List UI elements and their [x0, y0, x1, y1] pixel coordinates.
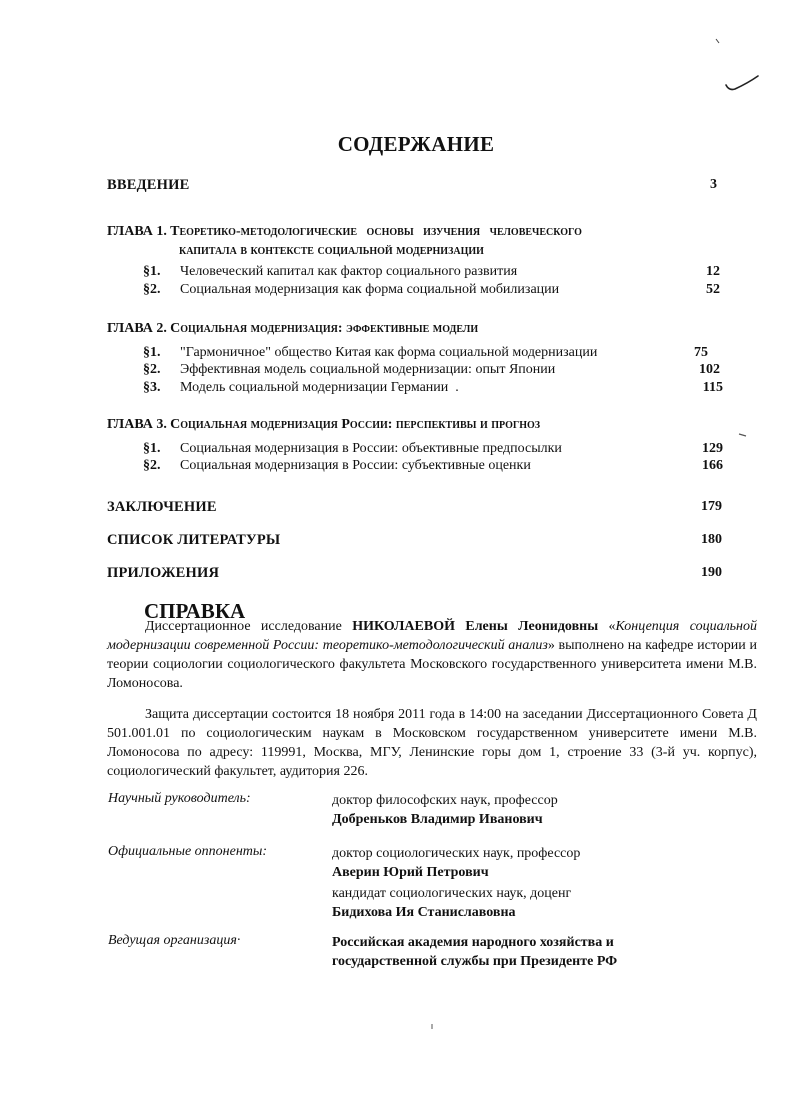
- scan-speck: [715, 38, 721, 44]
- toc-references[interactable]: [107, 531, 722, 550]
- opponent-name: Бидихова Ия Станиславовна: [332, 905, 516, 920]
- section-title: Эффективная модель социальной модернизации: опыт Японии: [180, 362, 556, 377]
- chapter-prefix: ГЛАВА 3.: [107, 417, 167, 432]
- opponent-name: Аверин Юрий Петрович: [332, 865, 489, 880]
- author-name: НИКОЛАЕВОЙ Елены Леонидовны: [352, 619, 599, 634]
- scan-speck: [738, 432, 748, 438]
- section-title: Социальная модернизация в России: объективные предпосылки: [180, 441, 562, 456]
- para-rest: выполнено на кафедре истории и теории социологии социологического факультета Московского государственного университета имени М.В. Ломоносова.: [107, 638, 758, 691]
- chapter-title-line2: капитала в контексте социальной модернизации: [179, 243, 484, 258]
- chapter-prefix: ГЛАВА 1.: [107, 224, 167, 239]
- opponent-degree: кандидат социологических наук, доценг: [332, 886, 572, 901]
- quote-open: «: [608, 619, 616, 634]
- toc-page-number: 190: [701, 565, 722, 580]
- toc-page-number: 180: [701, 532, 722, 547]
- section-title: Человеческий капитал как фактор социального развития: [180, 264, 518, 279]
- leading-org-info: [332, 933, 617, 971]
- supervisor-name: Добреньков Владимир Иванович: [332, 812, 543, 827]
- toc-entry-label: ВВЕДЕНИЕ: [107, 177, 190, 193]
- opponent-2-info: [332, 884, 571, 922]
- section-title: "Гармоничное" общество Китая как форма социальной модернизации: [180, 345, 598, 360]
- scan-speck: [430, 1024, 434, 1030]
- section-number: §1.: [143, 441, 161, 456]
- section-title: Социальная модернизация как форма социальной мобилизации: [180, 282, 560, 297]
- space: [598, 619, 608, 634]
- toc-page-number: 115: [702, 380, 723, 395]
- toc-page-number: 12: [706, 264, 720, 279]
- toc-page-number: 3: [710, 177, 717, 192]
- spravka-title: СПРАВКА: [144, 599, 246, 623]
- toc-conclusion[interactable]: [107, 498, 722, 517]
- section-number: §1.: [143, 345, 161, 360]
- section-number: §2.: [143, 362, 161, 377]
- leading-org-line1: Российская академия народного хозяйства и: [332, 935, 614, 950]
- chapter-title-line1: Социальная модернизация России: перспективы и прогноз: [170, 417, 541, 432]
- toc-page-number: 75: [694, 345, 708, 360]
- toc-page-number: 52: [706, 282, 720, 297]
- para-lead: Диссертационное исследование: [145, 619, 353, 634]
- toc-entry-label: СПИСОК ЛИТЕРАТУРЫ: [107, 532, 281, 548]
- opponent-degree: доктор социологических наук, профессор: [332, 846, 581, 861]
- toc-page-number: 102: [699, 362, 720, 377]
- section-number: §1.: [143, 264, 161, 279]
- toc-entry-label: ЗАКЛЮЧЕНИЕ: [107, 499, 217, 515]
- chapter-prefix: ГЛАВА 2.: [107, 321, 167, 336]
- supervisor-degree: доктор философских наук, профессор: [332, 793, 558, 808]
- toc-chapter-3[interactable]: [107, 415, 717, 434]
- spravka-paragraph-1: [107, 617, 757, 693]
- section-number: §2.: [143, 282, 161, 297]
- toc-chapter-2[interactable]: [107, 319, 717, 338]
- supervisor-label: Научный руководитель:: [108, 791, 251, 806]
- toc-page-number: 179: [701, 499, 722, 514]
- spravka-paragraph-2: Защита диссертации состоится 18 ноября 2011 года в 14:00 на заседании Диссертационного Совета Д 501.001.01 по социологическим наукам в Московском государственном университете имени М.В. Ломоносова по адресу: 119991, Москва, МГУ, Ленинские горы дом 1, строение 33 (3-й уч. корпус), социологический факультет, аудитория 226.: [107, 707, 757, 779]
- toc-page-number: 129: [702, 441, 723, 456]
- chapter-title-line1: Теоретико-методологические основы изучения человеческого: [170, 224, 582, 239]
- opponents-label: Официальные оппоненты:: [108, 844, 268, 859]
- section-title: Социальная модернизация в России: субъективные оценки: [180, 458, 531, 473]
- section-title: Модель социальной модернизации Германии .: [180, 380, 459, 395]
- toc-appendices[interactable]: [107, 564, 722, 583]
- supervisor-info: [332, 791, 558, 829]
- section-number: §3.: [143, 380, 161, 395]
- chapter-title-line1: Социальная модернизация: эффективные модели: [170, 321, 479, 336]
- opponent-1-info: [332, 844, 580, 882]
- handwritten-checkmark: [720, 65, 765, 95]
- section-number: §2.: [143, 458, 161, 473]
- toc-title: СОДЕРЖАНИЕ: [337, 132, 495, 156]
- leading-org-line2: государственной службы при Президенте РФ: [332, 954, 618, 969]
- toc-introduction[interactable]: [107, 176, 717, 195]
- leading-org-label: Ведущая организация·: [108, 933, 241, 948]
- dissertation-title: Концепция социальной модернизации современной России: теоретико-методологический анализ: [107, 619, 757, 653]
- toc-page-number: 166: [702, 458, 723, 473]
- quote-close: »: [547, 638, 555, 653]
- toc-chapter-1[interactable]: [107, 221, 707, 260]
- toc-entry-label: ПРИЛОЖЕНИЯ: [107, 565, 220, 581]
